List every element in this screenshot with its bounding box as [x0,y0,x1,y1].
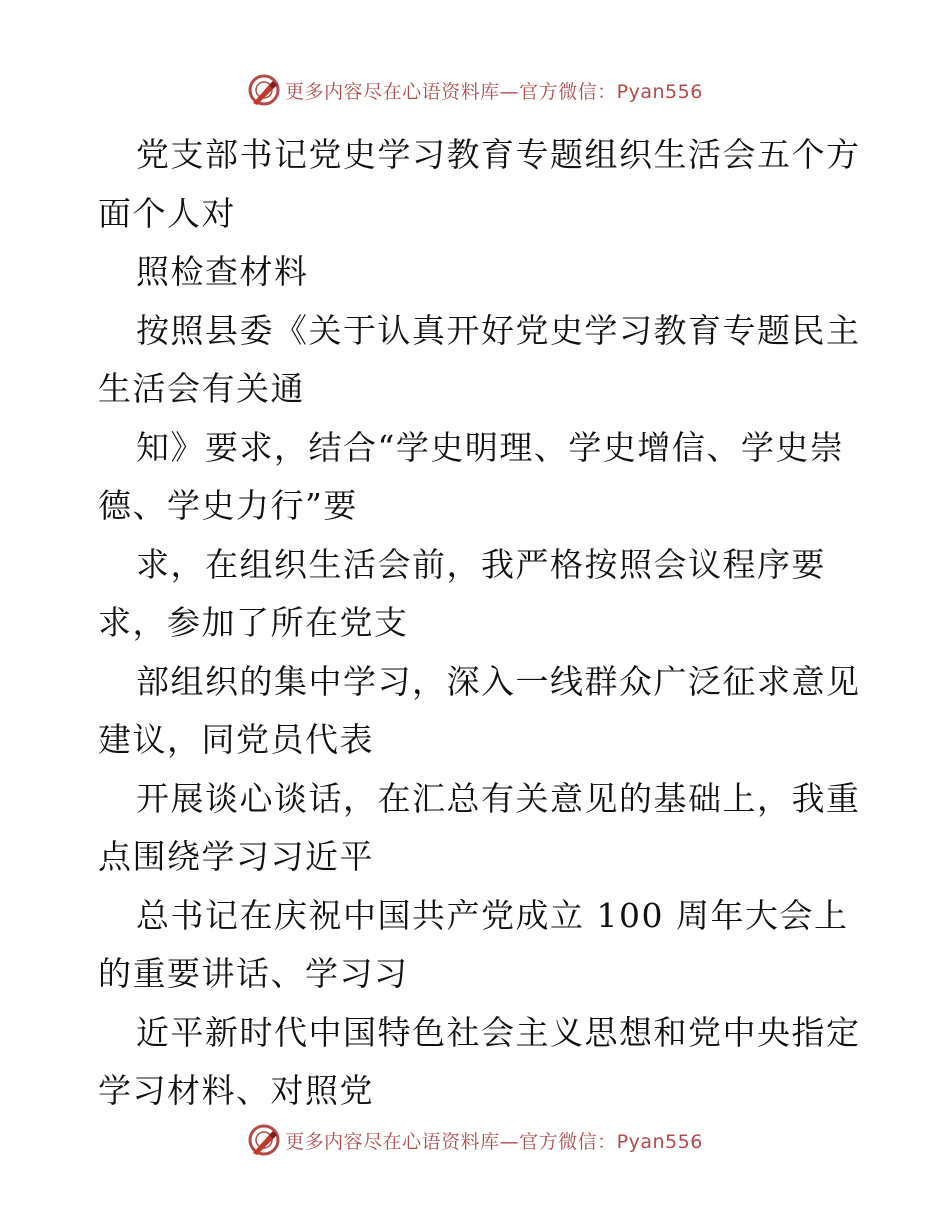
document-body [98,126,861,1121]
document-line: 近平新时代中国特色社会主义思想和党中央指定 [136,1012,861,1052]
red-pen-circle-logo-icon [247,73,281,107]
header-watermark-text: 更多内容尽在心语资料库—官方微信：Pyan556 [285,80,703,103]
document-line: 点围绕学习习近平 [98,837,374,876]
document-line: 求，参加了所在党支 [98,603,409,642]
document-line: 党支部书记党史学习教育专题组织生活会五个方 [136,135,861,174]
document-line: 求，在组织生活会前，我严格按照会议程序要 [136,544,826,584]
footer-watermark-banner [0,1120,950,1160]
document-line: 建议，同党员代表 [98,720,374,759]
document-line: 面个人对 [98,193,236,233]
document-line: 总书记在庆祝中国共产党成立 100 周年大会上 [136,895,849,935]
document-line: 的重要讲话、学习习 [98,954,409,993]
document-line: 知》要求，结合“学史明理、学史增信、学史崇 [136,427,845,467]
document-line: 按照县委《关于认真开好党史学习教育专题民主 [136,310,861,350]
document-line: 学习材料、对照党 [98,1071,374,1110]
footer-watermark-text: 更多内容尽在心语资料库—官方微信：Pyan556 [285,1130,703,1153]
document-line: 部组织的集中学习，深入一线群众广泛征求意见 [136,661,861,701]
red-pen-circle-logo-icon [247,1123,281,1157]
header-watermark-banner [0,70,950,110]
document-line: 照检查材料 [136,252,309,291]
document-line: 德、学史力行”要 [98,486,358,525]
document-line: 生活会有关通 [98,369,305,408]
document-line: 开展谈心谈话，在汇总有关意见的基础上，我重 [136,778,861,818]
